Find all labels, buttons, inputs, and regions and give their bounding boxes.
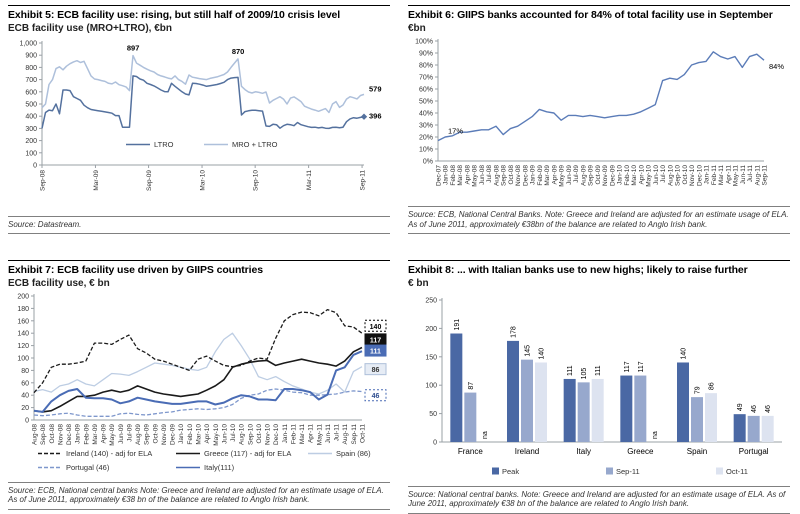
x-tick-label: May-10 — [645, 164, 653, 187]
y-tick-label: 600 — [25, 88, 37, 96]
y-tick-label: 0 — [33, 162, 37, 169]
x-tick-label: Nov-10 — [689, 164, 697, 186]
exhibit-5-source-note: Source: Datastream. — [8, 216, 390, 235]
x-tick-label: Oct-10 — [681, 164, 689, 185]
bar-peak-spain — [677, 362, 689, 442]
x-tick-label: Aug-10 — [238, 423, 246, 445]
y-tick-label: 60 — [21, 379, 29, 387]
x-tick-label: Mar-09 — [544, 164, 552, 186]
data-annotation: 897 — [126, 43, 140, 53]
bar-value-label: 117 — [637, 360, 645, 373]
legend — [38, 449, 371, 472]
bar-value-label: 191 — [453, 318, 461, 331]
x-tick-label: Feb-11 — [710, 164, 718, 185]
x-tick-label: Jun-10 — [221, 423, 229, 444]
y-tick-label: 70% — [418, 74, 433, 81]
axes — [19, 40, 364, 169]
x-tick-label: Apr-09 — [551, 164, 559, 185]
x-tick-label: Nov-08 — [57, 423, 65, 445]
y-tick-label: 50 — [429, 410, 437, 418]
bar-value-label: 178 — [510, 325, 518, 338]
x-tick-label: Jul-11 — [333, 423, 341, 441]
bar-peak-italy — [564, 378, 576, 441]
x-tick-label: Aug-11 — [754, 164, 762, 185]
legend-label: Spain (86) — [336, 448, 371, 458]
bar-value-label: 140 — [538, 347, 546, 359]
y-tick-label: 150 — [425, 353, 437, 361]
x-tick-label: Sep-09 — [143, 423, 151, 445]
legend-label: Peak — [502, 466, 520, 476]
bar-sep-11-ireland — [521, 359, 533, 441]
exhibit-8-chart-area — [408, 290, 790, 486]
value-box-label: 117 — [369, 336, 382, 344]
exhibit-6-line-chart — [408, 35, 790, 195]
x-tick-label: Jul-10 — [230, 423, 238, 442]
y-tick-label: 20% — [418, 134, 433, 141]
y-tick-label: 10% — [418, 146, 433, 153]
x-tick-label: Jul-10 — [660, 164, 668, 183]
bar-peak-france — [450, 333, 462, 441]
x-tick-label: Oct-11 — [359, 423, 367, 443]
y-tick-label: 200 — [17, 293, 29, 300]
x-tick-label: May-11 — [732, 164, 740, 186]
y-tick-label: 20 — [21, 404, 29, 412]
data-annotation: 579 — [369, 83, 382, 93]
exhibit-5-panel — [0, 0, 400, 238]
y-tick-label: 180 — [17, 305, 29, 313]
y-tick-label: 100 — [25, 149, 37, 157]
panel-top-rule — [408, 260, 790, 261]
x-tick-label: Mar-09 — [91, 423, 99, 445]
category-label: Spain — [686, 446, 708, 456]
data-annotation: 870 — [231, 46, 245, 56]
exhibit-7-line-chart — [8, 290, 390, 482]
x-tick-label: Dec-08 — [66, 423, 74, 445]
x-tick-label: Jun-09 — [565, 164, 573, 185]
x-tick-label: Aug-11 — [342, 423, 350, 444]
x-tick-label: Nov-08 — [515, 164, 523, 186]
bar-value-label: 49 — [737, 402, 745, 411]
x-tick-label: Aug-10 — [667, 164, 675, 186]
series-giips-share-of-ecb-facility-use — [438, 51, 764, 140]
x-tick-label: Feb-11 — [290, 423, 298, 444]
x-axis-labels — [32, 423, 367, 445]
y-tick-label: 100% — [415, 38, 433, 45]
y-tick-label: 80 — [21, 367, 29, 375]
legend-label: Ireland (140) - adj for ELA — [66, 448, 153, 458]
x-tick-label: Dec-10 — [273, 423, 281, 445]
y-tick-label: 500 — [25, 101, 37, 108]
exhibit-6-title: Exhibit 6: GIIPS banks accounted for 84% of total facility use in September — [408, 9, 773, 21]
y-tick-label: 0 — [433, 439, 437, 446]
y-tick-label: 0 — [25, 417, 29, 424]
x-tick-label: May-09 — [558, 164, 566, 187]
y-tick-label: 160 — [17, 317, 29, 325]
x-tick-label: Mar-09 — [92, 169, 100, 191]
x-tick-label: Sep-11 — [761, 164, 769, 185]
x-tick-label: Apr-10 — [204, 423, 212, 444]
y-tick-label: 60% — [418, 86, 433, 93]
x-tick-label: Oct-08 — [507, 164, 515, 185]
x-tick-label: Jun-11 — [324, 423, 332, 443]
x-tick-label: May-08 — [471, 164, 479, 187]
y-tick-label: 140 — [17, 330, 29, 338]
category-label: France — [457, 446, 483, 456]
y-tick-label: 300 — [25, 125, 37, 133]
x-tick-label: Sep-10 — [252, 169, 260, 191]
x-tick-label: Feb-09 — [83, 423, 91, 445]
bar-sep-11-italy — [578, 382, 590, 442]
x-tick-label: Sep-08 — [500, 164, 508, 186]
legend-label: MRO + LTRO — [232, 139, 278, 149]
x-tick-label: Jan-09 — [74, 423, 82, 444]
x-tick-label: Dec-07 — [435, 164, 443, 186]
x-tick-label: Sep-10 — [247, 423, 255, 445]
y-tick-label: 200 — [25, 137, 37, 145]
x-tick-label: Dec-10 — [696, 164, 704, 186]
x-tick-label: Jan-09 — [529, 164, 537, 185]
y-tick-label: 40 — [21, 392, 29, 400]
bar-value-label: 145 — [524, 344, 532, 357]
x-tick-label: Oct-10 — [255, 423, 263, 444]
x-tick-label: Sep-10 — [674, 164, 682, 186]
x-tick-label: Sep-08 — [39, 169, 47, 191]
bar-value-label: 111 — [595, 364, 603, 376]
exhibit-7-source-note: Source: ECB, National central banks Note: Greece and Ireland are adjusted for an estimate usage of ELA. As of June 2011, approximately €38 bn of the balance are related to Anglo Irish bank. — [8, 482, 390, 510]
category-label: Greece — [627, 446, 654, 456]
x-tick-label: May-11 — [316, 423, 324, 445]
panel-top-rule — [408, 5, 790, 6]
value-box-label: 140 — [369, 323, 382, 331]
y-tick-label: 100 — [17, 355, 29, 362]
bar-value-label: 105 — [581, 367, 589, 379]
axes — [415, 38, 764, 165]
x-tick-label: Jan-10 — [178, 423, 186, 444]
exhibit-6-chart-area — [408, 35, 790, 207]
bar-sep-11-france — [464, 392, 476, 441]
x-tick-label: Aug-09 — [135, 423, 143, 445]
data-annotation: 84% — [769, 61, 785, 71]
y-tick-label: 100 — [425, 382, 437, 390]
data-annotation: 17% — [448, 126, 464, 136]
category-label: Portugal — [738, 446, 769, 456]
x-tick-label: Mar-11 — [718, 164, 726, 185]
legend-label: Italy(111) — [204, 462, 235, 472]
y-tick-label: 120 — [17, 342, 29, 350]
y-tick-label: 250 — [425, 297, 437, 304]
exhibit-8-source-note: Source: National central banks. Note: Greece and Ireland are adjusted for an estimate usage of ELA. As of June 2011, approximately €38 bn of the balance are related to Anglo Irish bank. — [408, 486, 790, 514]
series-ireland — [34, 309, 362, 392]
x-tick-label: Aug-08 — [493, 164, 501, 186]
legend-label: Oct-11 — [726, 466, 748, 476]
bar-oct-11-spain — [705, 393, 717, 442]
x-tick-label: Mar-10 — [199, 169, 207, 191]
x-tick-label: Jun-08 — [478, 164, 486, 185]
exhibit-5-line-chart — [8, 35, 390, 195]
category-label: Italy — [576, 446, 592, 456]
exhibit-8-panel — [400, 238, 800, 510]
bar-peak-ireland — [507, 340, 519, 441]
y-tick-label: 50% — [418, 98, 433, 105]
x-tick-label: Oct-09 — [594, 164, 602, 185]
exhibit-7-panel — [0, 238, 400, 510]
y-tick-label: 400 — [25, 113, 37, 121]
y-tick-label: 200 — [425, 325, 437, 333]
y-tick-label: 30% — [418, 122, 433, 129]
bar-peak-greece — [620, 375, 632, 441]
exhibit-8-title: Exhibit 8: ... with Italian banks use to new highs; likely to raise further — [408, 264, 748, 276]
exhibit-5-subtitle: ECB facility use (MRO+LTRO), €bn — [8, 22, 172, 34]
x-tick-label: Nov-10 — [264, 423, 272, 445]
bar-peak-portugal — [734, 414, 746, 442]
exhibit-5-title: Exhibit 5: ECB facility use: rising, but still half of 2009/10 crisis level — [8, 9, 341, 21]
x-tick-label: Jun-11 — [739, 164, 747, 184]
x-tick-label: Jun-09 — [117, 423, 125, 444]
y-tick-label: 700 — [25, 76, 37, 84]
bar-value-label: 46 — [751, 404, 759, 413]
y-tick-label: 800 — [25, 64, 37, 72]
y-tick-label: 90% — [418, 50, 433, 57]
x-tick-label: Mar-11 — [306, 169, 314, 190]
y-tick-label: 0% — [422, 158, 433, 165]
bar-value-label: 111 — [567, 364, 575, 376]
x-tick-label: Aug-09 — [580, 164, 588, 186]
series-italy — [34, 351, 362, 412]
series-ltro — [42, 75, 364, 128]
exhibit-6-panel — [400, 0, 800, 238]
y-tick-label: 1,000 — [19, 40, 37, 47]
x-tick-label: Sep-11 — [359, 169, 367, 190]
x-tick-label: Oct-09 — [152, 423, 160, 444]
x-tick-label: Apr-11 — [307, 423, 315, 443]
x-tick-label: Jan-08 — [442, 164, 450, 185]
value-box-label: 111 — [370, 348, 381, 356]
x-tick-label: Jan-11 — [703, 164, 711, 184]
panel-top-rule — [8, 5, 390, 6]
x-tick-label: Jan-11 — [281, 423, 289, 443]
exhibit-5-chart-area — [8, 35, 390, 216]
exhibit-6-subtitle: €bn — [408, 22, 426, 34]
bar-value-label: 117 — [623, 360, 631, 373]
exhibit-6-source-note: Source: ECB, National Central Banks. Note: Greece and Ireland are adjusted for an estimate usage of ELA. As of June 2011, approximately €38bn of the balance are related to Anglo Irish bank. — [408, 206, 790, 234]
legend — [492, 467, 748, 476]
bar-na-label: na — [481, 430, 489, 439]
x-tick-label: Apr-10 — [638, 164, 646, 185]
x-tick-label: Jan-10 — [616, 164, 624, 185]
x-tick-label: Jul-09 — [126, 423, 134, 442]
series-spain — [34, 333, 362, 394]
x-tick-label: Mar-11 — [299, 423, 307, 444]
x-tick-label: May-09 — [109, 423, 117, 446]
x-tick-label: Sep-08 — [40, 423, 48, 445]
x-tick-label: Sep-09 — [587, 164, 595, 186]
bar-value-label: 140 — [680, 347, 688, 359]
x-tick-label: May-10 — [212, 423, 220, 446]
x-axis-labels — [40, 165, 367, 191]
series-mro-ltro — [42, 55, 364, 112]
y-tick-label: 80% — [418, 62, 433, 69]
x-tick-label: Jul-08 — [486, 164, 494, 183]
bar-sep-11-portugal — [748, 415, 760, 441]
panel-top-rule — [8, 260, 390, 261]
category-label: Ireland — [514, 446, 540, 456]
x-tick-label: Feb-10 — [186, 423, 194, 445]
bar-oct-11-italy — [592, 378, 604, 441]
exhibit-7-subtitle: ECB facility use, € bn — [8, 277, 110, 289]
x-tick-label: Feb-09 — [536, 164, 544, 186]
x-tick-label: Aug-08 — [31, 423, 39, 445]
bar-na-label: na — [651, 430, 659, 439]
x-tick-label: Jul-11 — [747, 164, 755, 182]
bar-value-label: 87 — [467, 381, 475, 390]
x-tick-label: Mar-10 — [631, 164, 639, 186]
y-tick-label: 900 — [25, 52, 37, 60]
bar-oct-11-ireland — [535, 362, 547, 442]
x-tick-label: Mar-10 — [195, 423, 203, 445]
exhibit-8-subtitle: € bn — [408, 277, 429, 289]
bar-sep-11-spain — [691, 397, 703, 442]
x-tick-label: Dec-09 — [609, 164, 617, 186]
bar-sep-11-greece — [634, 375, 646, 441]
series-end-marker — [361, 113, 367, 119]
bar-value-label: 46 — [765, 404, 773, 413]
value-box-label: 46 — [371, 392, 380, 400]
legend-label: Portugal (46) — [66, 462, 110, 472]
x-tick-label: Apr-09 — [100, 423, 108, 444]
x-tick-label: Apr-08 — [464, 164, 472, 185]
y-tick-label: 40% — [418, 110, 433, 117]
x-tick-label: Nov-09 — [602, 164, 610, 186]
legend — [126, 140, 278, 149]
x-tick-label: Sep-09 — [146, 169, 154, 191]
x-tick-label: Jun-10 — [652, 164, 660, 185]
x-tick-label: Dec-09 — [169, 423, 177, 445]
bar-value-label: 86 — [708, 381, 716, 390]
x-tick-label: Nov-09 — [160, 423, 168, 445]
legend-label: Greece (117) - adj for ELA — [204, 448, 292, 458]
x-tick-label: Oct-08 — [48, 423, 56, 444]
bar-oct-11-portugal — [762, 415, 774, 441]
legend-label: LTRO — [154, 139, 174, 149]
x-tick-label: Dec-08 — [522, 164, 530, 186]
exhibit-7-title: Exhibit 7: ECB facility use driven by GIIPS countries — [8, 264, 263, 276]
exhibit-7-chart-area — [8, 290, 390, 482]
bar-value-label: 79 — [694, 385, 702, 394]
x-tick-label: Jul-09 — [573, 164, 581, 183]
legend-label: Sep-11 — [616, 466, 640, 476]
value-box-label: 86 — [371, 366, 380, 374]
x-tick-label: Mar-08 — [457, 164, 465, 186]
x-tick-label: Sep-11 — [350, 423, 358, 444]
x-axis-labels — [436, 164, 769, 186]
x-tick-label: Feb-08 — [449, 164, 457, 186]
exhibit-8-bar-chart — [408, 290, 790, 486]
data-annotation: 396 — [369, 111, 382, 121]
x-tick-label: Feb-10 — [623, 164, 631, 186]
x-tick-label: Apr-11 — [725, 164, 733, 184]
